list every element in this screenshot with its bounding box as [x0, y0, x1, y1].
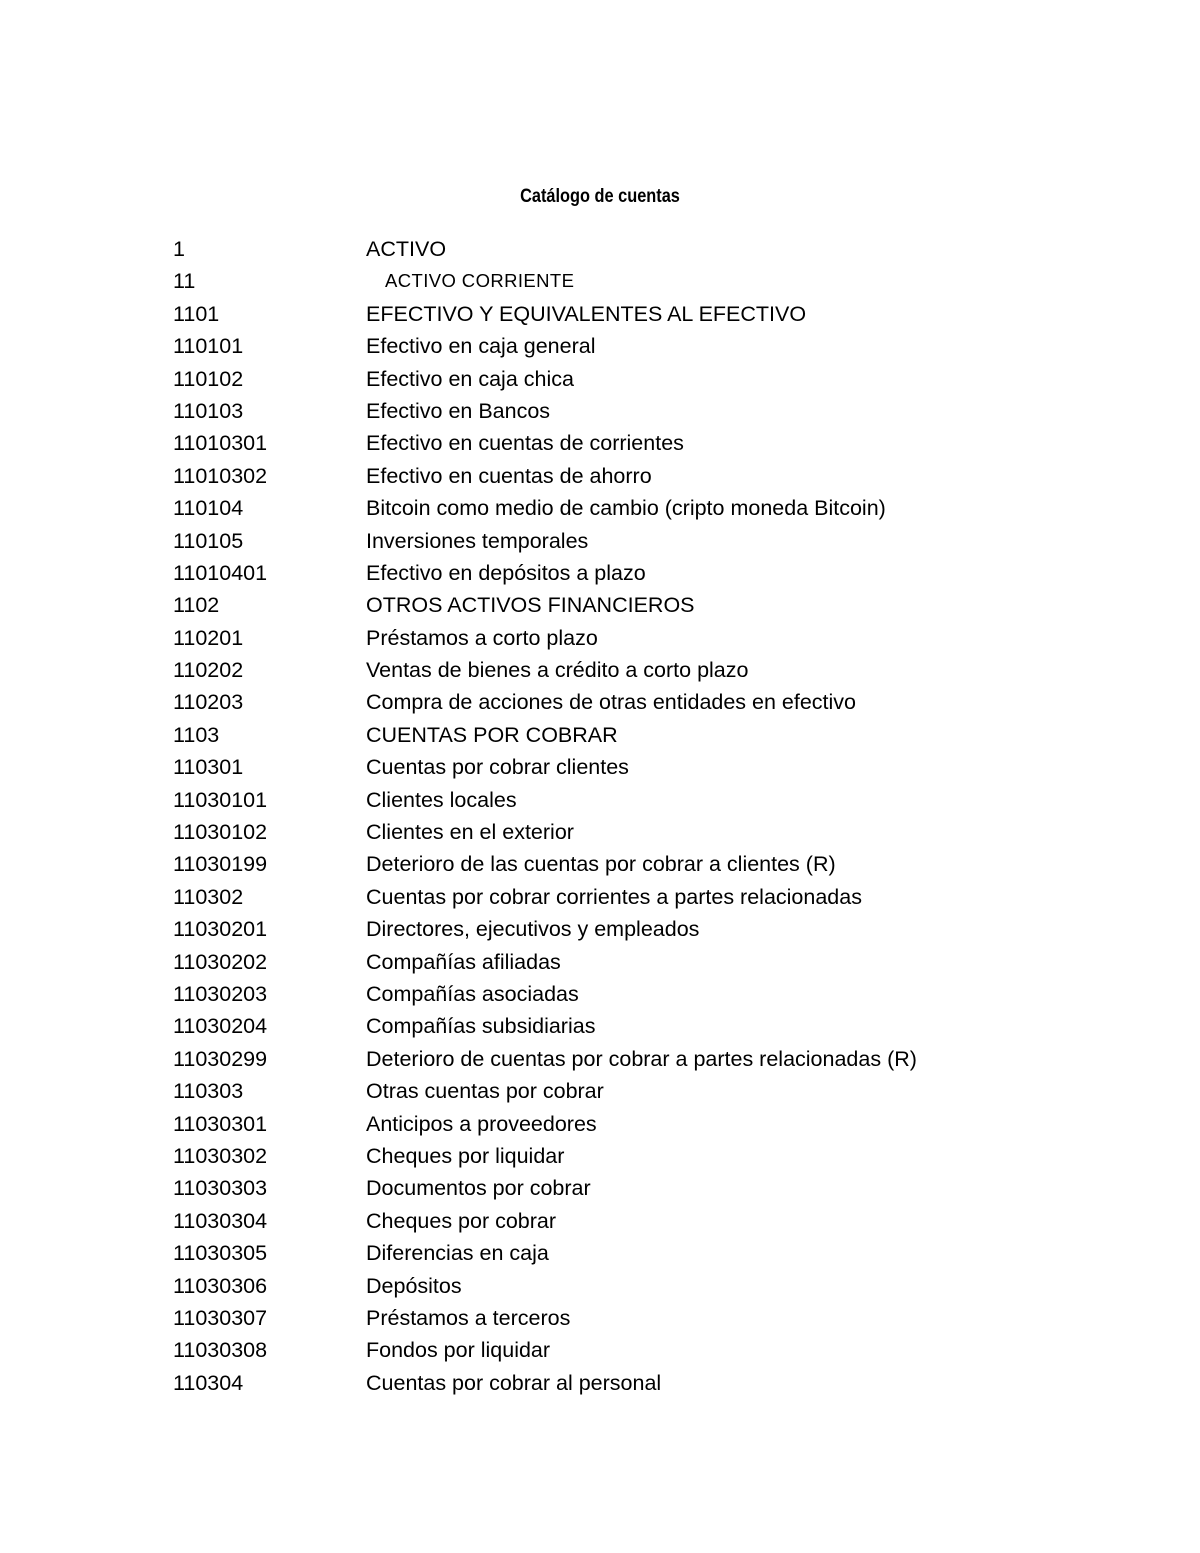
account-row — [173, 784, 1133, 816]
account-name: Inversiones temporales — [366, 528, 589, 553]
account-name: Compañías afiliadas — [366, 949, 561, 974]
account-row — [173, 427, 1133, 459]
account-name: Anticipos a proveedores — [366, 1111, 597, 1136]
account-name: Préstamos a terceros — [366, 1305, 571, 1330]
account-row — [173, 589, 1133, 621]
account-code: 1 — [173, 237, 185, 261]
account-row — [173, 298, 1133, 330]
account-code: 110201 — [173, 625, 244, 650]
account-code: 1102 — [173, 593, 220, 618]
account-row — [173, 395, 1133, 427]
account-row — [173, 913, 1133, 945]
account-name: Efectivo en caja chica — [366, 366, 574, 391]
account-row — [173, 719, 1133, 751]
account-code: 110304 — [173, 1370, 244, 1395]
account-name: Cheques por cobrar — [366, 1208, 557, 1233]
account-row — [173, 1302, 1133, 1334]
account-code: 110301 — [173, 755, 244, 780]
account-code: 110104 — [173, 496, 244, 521]
account-name: Compra de acciones de otras entidades en efectivo — [366, 690, 857, 715]
account-code: 11030203 — [173, 981, 268, 1006]
account-row — [173, 1205, 1133, 1237]
account-code: 110302 — [173, 884, 244, 909]
account-code: 110203 — [173, 690, 244, 715]
account-code: 11030202 — [173, 949, 268, 974]
account-code: 11030303 — [173, 1176, 268, 1201]
account-code: 110303 — [173, 1079, 244, 1104]
account-row — [173, 363, 1133, 395]
account-name: Deterioro de cuentas por cobrar a partes relacionadas (R) — [366, 1046, 917, 1071]
account-code: 11030101 — [173, 787, 268, 812]
account-row — [173, 265, 1133, 297]
account-row — [173, 1140, 1133, 1172]
account-code: 11 — [173, 269, 196, 294]
account-row — [173, 1237, 1133, 1269]
account-name: Efectivo en cuentas de ahorro — [366, 463, 652, 488]
account-row — [173, 686, 1133, 718]
account-code: 1103 — [173, 722, 220, 747]
account-code: 110103 — [173, 398, 244, 423]
account-name: Otras cuentas por cobrar — [366, 1079, 604, 1104]
account-code: 11030302 — [173, 1143, 268, 1168]
account-code: 11030306 — [173, 1273, 268, 1298]
account-row — [173, 881, 1133, 913]
account-code: 11030199 — [173, 852, 268, 877]
account-row — [173, 751, 1133, 783]
account-row — [173, 233, 1133, 265]
account-row — [173, 525, 1133, 557]
account-code: 1101 — [173, 301, 220, 326]
account-name: Fondos por liquidar — [366, 1338, 551, 1363]
account-row — [173, 978, 1133, 1010]
account-row — [173, 557, 1133, 589]
account-name: Préstamos a corto plazo — [366, 625, 598, 650]
account-code: 11010401 — [173, 560, 268, 585]
account-name: Compañías asociadas — [366, 981, 579, 1006]
account-name: Clientes locales — [366, 787, 517, 812]
account-code: 110105 — [173, 528, 244, 553]
account-row — [173, 330, 1133, 362]
account-name: Depósitos — [366, 1273, 462, 1298]
account-code: 11030307 — [173, 1305, 268, 1330]
account-name: Efectivo en caja general — [366, 334, 596, 359]
account-name: CUENTAS POR COBRAR — [366, 722, 618, 747]
account-name: Cheques por liquidar — [366, 1143, 565, 1168]
account-name: ACTIVO — [366, 237, 447, 261]
account-name: Diferencias en caja — [366, 1241, 549, 1266]
account-row — [173, 1367, 1133, 1399]
account-name: Ventas de bienes a crédito a corto plazo — [366, 658, 749, 683]
account-row — [173, 816, 1133, 848]
account-name: EFECTIVO Y EQUIVALENTES AL EFECTIVO — [366, 301, 807, 326]
account-code: 11030201 — [173, 917, 268, 942]
account-name: Efectivo en cuentas de corrientes — [366, 431, 684, 456]
account-row — [173, 1010, 1133, 1042]
account-row — [173, 492, 1133, 524]
account-name: Directores, ejecutivos y empleados — [366, 917, 700, 942]
account-catalog-list — [173, 233, 1133, 1399]
account-name: Cuentas por cobrar corrientes a partes relacionadas — [366, 884, 862, 909]
account-code: 110202 — [173, 658, 244, 683]
account-name: Compañías subsidiarias — [366, 1014, 596, 1039]
account-code: 11010302 — [173, 463, 268, 488]
account-name: Efectivo en depósitos a plazo — [366, 560, 646, 585]
account-row — [173, 1108, 1133, 1140]
account-name: Bitcoin como medio de cambio (cripto moneda Bitcoin) — [366, 496, 886, 521]
account-name: Deterioro de las cuentas por cobrar a clientes (R) — [366, 852, 836, 877]
account-name: Efectivo en Bancos — [366, 398, 551, 423]
account-code: 110102 — [173, 366, 244, 391]
account-code: 11030308 — [173, 1338, 268, 1363]
account-code: 11030204 — [173, 1014, 268, 1039]
account-row — [173, 848, 1133, 880]
account-row — [173, 460, 1133, 492]
account-row — [173, 1075, 1133, 1107]
account-code: 11030299 — [173, 1046, 268, 1071]
account-code: 110101 — [173, 334, 244, 359]
account-name: ACTIVO CORRIENTE — [385, 270, 575, 292]
account-name: Cuentas por cobrar al personal — [366, 1370, 662, 1395]
account-name: Clientes en el exterior — [366, 820, 574, 845]
account-code: 11010301 — [173, 431, 268, 456]
account-row — [173, 1043, 1133, 1075]
account-code: 11030301 — [173, 1111, 268, 1136]
page-title: Catálogo de cuentas — [520, 186, 680, 207]
account-code: 11030102 — [173, 820, 268, 845]
account-name: OTROS ACTIVOS FINANCIEROS — [366, 593, 695, 618]
account-code: 11030304 — [173, 1208, 268, 1233]
account-row — [173, 654, 1133, 686]
account-code: 11030305 — [173, 1241, 268, 1266]
account-name: Documentos por cobrar — [366, 1176, 591, 1201]
account-row — [173, 1334, 1133, 1366]
account-row — [173, 622, 1133, 654]
account-row — [173, 946, 1133, 978]
account-row — [173, 1270, 1133, 1302]
account-name: Cuentas por cobrar clientes — [366, 755, 629, 780]
account-row — [173, 1172, 1133, 1204]
